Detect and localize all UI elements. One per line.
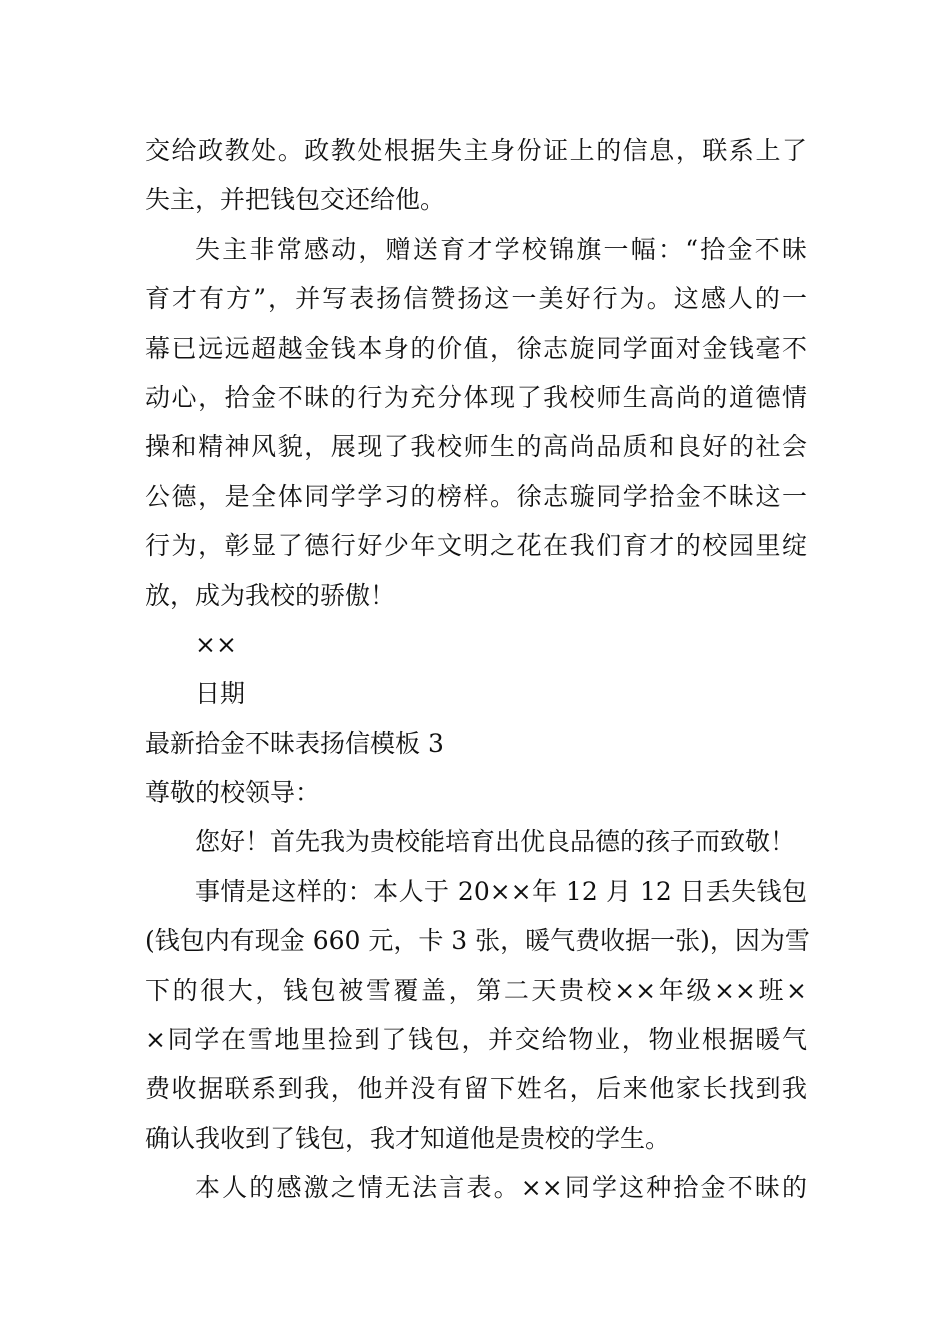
text-line: 失主非常感动，赠送育才学校锦旗一幅：“拾金不昧 bbox=[195, 234, 807, 264]
text-line: 操和精神风貌，展现了我校师生的高尚品质和良好的社会 bbox=[145, 432, 807, 462]
text-line: ×× bbox=[195, 629, 237, 659]
text-line: 交给政教处。政教处根据失主身份证上的信息，联系上了 bbox=[145, 136, 807, 165]
text-line: 费收据联系到我，他并没有留下姓名，后来他家长找到我 bbox=[145, 1074, 807, 1104]
text-line: 事情是这样的：本人于 20××年 12 月 12 日丢失钱包 bbox=[195, 876, 807, 906]
text-line: 公德，是全体同学学习的榜样。徐志璇同学拾金不昧这一 bbox=[145, 481, 807, 511]
text-line: 尊敬的校领导： bbox=[145, 778, 321, 808]
text-line: 日期 bbox=[195, 679, 246, 709]
text-line: 行为，彰显了德行好少年文明之花在我们育才的校园里绽 bbox=[145, 531, 807, 561]
text-line: 失主，并把钱包交还给他。 bbox=[145, 185, 446, 215]
document-body bbox=[145, 126, 810, 1213]
text-line: 本人的感激之情无法言表。××同学这种拾金不昧的 bbox=[195, 1173, 807, 1203]
text-line: 您好！首先我为贵校能培育出优良品德的孩子而致敬！ bbox=[195, 827, 796, 857]
text-line: 确认我收到了钱包，我才知道他是贵校的学生。 bbox=[145, 1123, 671, 1153]
text-line: (钱包内有现金 660 元，卡 3 张，暖气费收据一张)，因为雪 bbox=[145, 926, 810, 956]
text-line: 下的很大，钱包被雪覆盖，第二天贵校××年级××班× bbox=[145, 975, 807, 1005]
text-line: 放，成为我校的骄傲！ bbox=[145, 580, 396, 610]
text-line: 幕已远远超越金钱本身的价值，徐志旋同学面对金钱毫不 bbox=[145, 333, 807, 363]
text-line: 动心，拾金不昧的行为充分体现了我校师生高尚的道德情 bbox=[145, 382, 807, 412]
text-line: 最新拾金不昧表扬信模板 3 bbox=[145, 728, 444, 758]
text-line: 育才有方”，并写表扬信赞扬这一美好行为。这感人的一 bbox=[145, 284, 807, 314]
text-line: ×同学在雪地里捡到了钱包，并交给物业，物业根据暖气 bbox=[145, 1025, 807, 1055]
